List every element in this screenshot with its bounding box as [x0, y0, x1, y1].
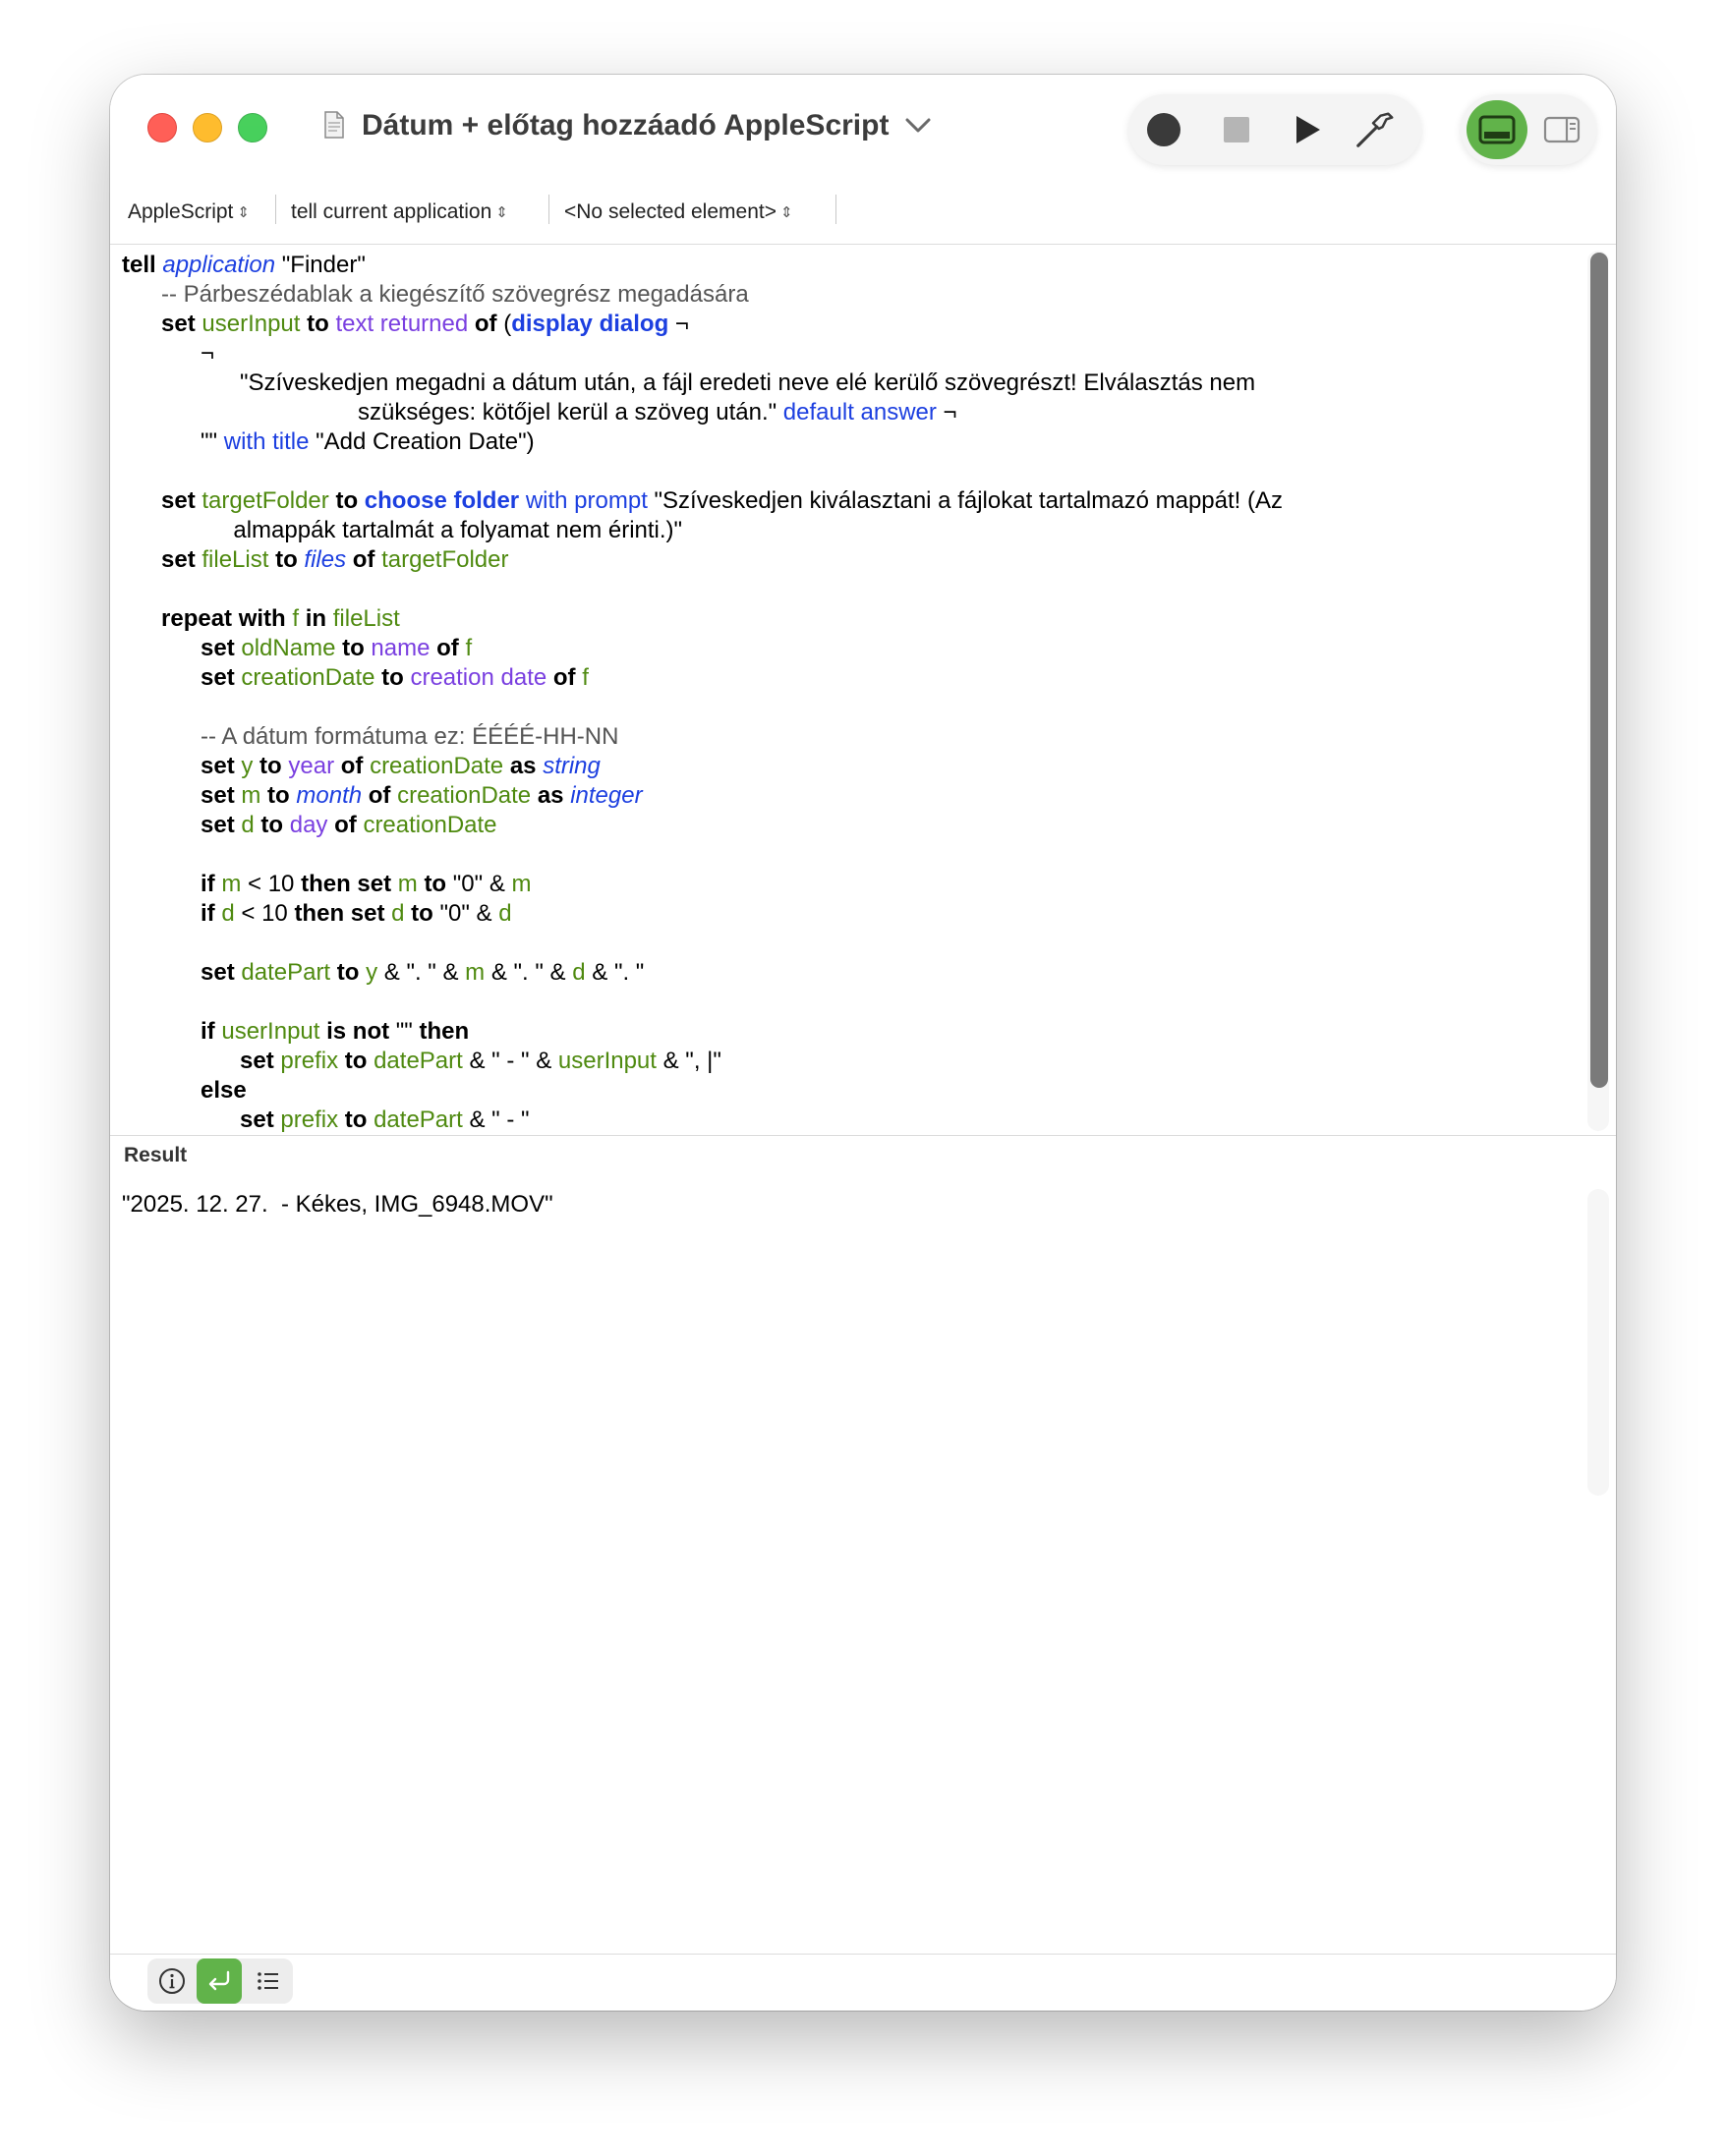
code-token: set [201, 959, 235, 986]
code-line[interactable] [122, 369, 1577, 398]
stop-button[interactable] [1215, 108, 1258, 151]
code-token: to [344, 1106, 368, 1133]
code-line[interactable] [122, 752, 1577, 781]
result-scrollbar-track[interactable] [1587, 1189, 1609, 1496]
code-token [122, 900, 201, 927]
code-token: "Add Creation Date") [309, 428, 535, 455]
code-token: name [371, 635, 431, 661]
run-icon [1292, 114, 1323, 145]
code-token: creation date [410, 664, 547, 691]
code-line[interactable] [122, 929, 1577, 958]
code-token [547, 664, 553, 691]
sidebar-panel-icon [1542, 114, 1582, 145]
code-token: ¬ [122, 340, 215, 367]
code-token [122, 1106, 240, 1133]
code-token: repeat with [161, 605, 286, 632]
compile-button[interactable] [1352, 108, 1396, 151]
bottom-panel-toggle[interactable] [1467, 100, 1527, 159]
record-icon [1146, 112, 1181, 147]
code-token: month [296, 782, 363, 809]
code-token: to [342, 635, 365, 661]
code-token: application [162, 252, 276, 278]
chevron-down-icon[interactable] [904, 116, 932, 136]
element-label: <No selected element> [564, 200, 777, 223]
code-token: creationDate [241, 664, 375, 691]
code-line[interactable] [122, 251, 1577, 280]
code-token: -- Párbeszédablak a kiegészítő szövegrész megadására [161, 281, 749, 308]
code-token [122, 1048, 240, 1074]
list-icon [254, 1966, 283, 1996]
code-token: m [397, 871, 418, 897]
code-token: to [275, 546, 298, 573]
code-token: if [201, 900, 215, 927]
code-token: set [161, 546, 196, 573]
code-line[interactable] [122, 1106, 1577, 1135]
code-token: integer [570, 782, 643, 809]
code-line[interactable] [122, 663, 1577, 693]
code-token: set [240, 1048, 274, 1074]
code-token: of [552, 664, 576, 691]
code-line[interactable] [122, 398, 1577, 427]
code-token: szükséges: kötőjel kerül a szöveg után." [122, 399, 783, 426]
code-line[interactable] [122, 516, 1577, 545]
code-token: display dialog [511, 311, 669, 337]
code-line[interactable] [122, 811, 1577, 840]
result-title: Result [124, 1144, 188, 1166]
script-editor[interactable] [110, 245, 1616, 1135]
minimize-button[interactable] [193, 113, 222, 142]
code-token: m [221, 871, 242, 897]
code-token: string [543, 753, 601, 779]
code-token: to [260, 812, 284, 838]
code-token: datePart [374, 1106, 463, 1133]
code-token: & ". " & [485, 959, 573, 986]
code-token: set [201, 782, 235, 809]
updown-chevron-icon: ⇕ [237, 204, 250, 221]
code-token [122, 546, 161, 573]
code-token: of [436, 635, 459, 661]
code-token: creationDate [370, 753, 504, 779]
code-token: < 10 [234, 900, 295, 927]
code-token: d [391, 900, 405, 927]
code-token [122, 635, 201, 661]
editor-scrollbar-thumb[interactable] [1590, 253, 1608, 1088]
code-line[interactable] [122, 604, 1577, 634]
code-line[interactable] [122, 457, 1577, 486]
code-token: text returned [335, 311, 469, 337]
code-token: then [419, 1018, 470, 1045]
code-token [391, 871, 398, 897]
code-line[interactable] [122, 781, 1577, 811]
code-token [362, 782, 369, 809]
code-line[interactable] [122, 575, 1577, 604]
code-token: prefix [280, 1106, 339, 1133]
code-token: f [465, 635, 473, 661]
code-token: else [201, 1077, 247, 1104]
code-token: y [366, 959, 378, 986]
code-token: "" [389, 1018, 420, 1045]
code-token: "Szíveskedjen kiválasztani a fájlokat tartalmazó mappát! (Az [647, 487, 1284, 514]
element-popup[interactable] [564, 195, 793, 230]
code-token: "Szíveskedjen megadni a dátum után, a fájl eredeti neve elé kerülő szövegrészt! Elválasztás nem [122, 369, 1256, 396]
code-token: y [241, 753, 254, 779]
nav-divider [275, 195, 276, 224]
code-token: m [465, 959, 486, 986]
language-popup[interactable] [128, 195, 250, 230]
code-token: targetFolder [381, 546, 509, 573]
code-token [326, 605, 333, 632]
close-button[interactable] [147, 113, 177, 142]
code-token [122, 753, 201, 779]
code-token: with prompt [525, 487, 648, 514]
code-token: then set [294, 900, 385, 927]
code-line[interactable] [122, 310, 1577, 339]
code-token: "Finder" [275, 252, 366, 278]
run-button[interactable] [1286, 108, 1329, 151]
code-token: to [344, 1048, 368, 1074]
code-token [122, 812, 201, 838]
code-token [122, 782, 201, 809]
stop-icon [1222, 115, 1251, 144]
nav-divider [835, 195, 836, 224]
code-token: to [259, 753, 282, 779]
code-token [122, 487, 161, 514]
code-line[interactable] [122, 545, 1577, 575]
code-token: is not [326, 1018, 390, 1045]
code-token: to [267, 782, 290, 809]
code-line[interactable] [122, 958, 1577, 988]
code-token: d [221, 900, 235, 927]
code-token [346, 546, 353, 573]
code-token [122, 1018, 201, 1045]
code-token: if [201, 871, 215, 897]
code-token: f [582, 664, 589, 691]
code-token: & " - " & [462, 1048, 558, 1074]
code-token: oldName [241, 635, 336, 661]
code-token: set [201, 753, 235, 779]
code-token: userInput [557, 1048, 657, 1074]
result-pane-button[interactable] [197, 1958, 242, 2004]
language-label: AppleScript [128, 200, 234, 223]
navigation-bar [110, 181, 1616, 245]
code-token: to [381, 664, 404, 691]
code-line[interactable] [122, 634, 1577, 663]
info-icon [157, 1966, 187, 1996]
hammer-icon [1352, 107, 1396, 152]
bottom-bar [110, 1954, 1616, 2011]
code-token: -- A dátum formátuma ez: ÉÉÉÉ-HH-NN [201, 723, 619, 750]
code-token: year [288, 753, 335, 779]
code-token [358, 487, 365, 514]
code-token: to [336, 959, 360, 986]
code-token [122, 871, 201, 897]
description-button[interactable] [149, 1958, 195, 2004]
code-line[interactable] [122, 693, 1577, 722]
code-token: to [411, 900, 433, 927]
code-line[interactable] [122, 1017, 1577, 1047]
code-token [283, 812, 290, 838]
code-token: datePart [374, 1048, 463, 1074]
code-token: set [161, 311, 196, 337]
code-token: with title [223, 428, 310, 455]
code-line[interactable] [122, 339, 1577, 369]
script-code[interactable] [122, 251, 1577, 1135]
code-token [122, 1077, 201, 1104]
code-token: ¬ [936, 399, 957, 426]
zoom-button[interactable] [238, 113, 267, 142]
code-token: d [572, 959, 586, 986]
code-token: d [241, 812, 255, 838]
code-token: f [292, 605, 300, 632]
nav-divider [548, 195, 549, 224]
window-title[interactable]: Dátum + előtag hozzáadó AppleScript [362, 109, 890, 142]
code-token: tell [122, 252, 156, 278]
code-line[interactable] [122, 486, 1577, 516]
record-button[interactable] [1142, 108, 1185, 151]
code-token: "0" & [446, 871, 512, 897]
code-token: & ". " [585, 959, 645, 986]
titlebar [110, 75, 1616, 181]
code-token: of [334, 812, 357, 838]
code-token: in [305, 605, 327, 632]
code-token: creationDate [397, 782, 532, 809]
code-token: to [335, 487, 359, 514]
code-line[interactable] [122, 988, 1577, 1017]
code-token [338, 1106, 345, 1133]
code-token [122, 281, 161, 308]
code-token: of [368, 782, 391, 809]
bottom-panel-icon [1477, 114, 1517, 145]
log-button[interactable] [246, 1958, 291, 2004]
code-token [468, 311, 475, 337]
code-token: & ". " & [377, 959, 466, 986]
code-line[interactable] [122, 1047, 1577, 1076]
code-token: of [352, 546, 375, 573]
code-token: as [509, 753, 537, 779]
code-token: choose folder [364, 487, 520, 514]
code-line[interactable] [122, 870, 1577, 899]
code-token: set [161, 487, 196, 514]
code-token: set [201, 664, 235, 691]
code-token [122, 723, 201, 750]
code-line[interactable] [122, 280, 1577, 310]
code-line[interactable] [122, 722, 1577, 752]
code-token: m [511, 871, 532, 897]
code-token: targetFolder [201, 487, 329, 514]
document-icon [324, 111, 344, 139]
code-token [531, 782, 538, 809]
code-token: userInput [221, 1018, 320, 1045]
code-token: almappák tartalmát a folyamat nem érinti.)" [122, 517, 683, 543]
script-controls [1128, 94, 1421, 165]
code-token: then set [301, 871, 392, 897]
result-header [110, 1135, 1616, 1182]
code-token: set [240, 1106, 274, 1133]
code-token: fileList [332, 605, 400, 632]
code-token: ( [496, 311, 512, 337]
code-token [330, 959, 337, 986]
view-toggle-group [1461, 94, 1596, 165]
code-token: default answer [782, 399, 937, 426]
code-token: as [537, 782, 564, 809]
code-token: ¬ [668, 311, 689, 337]
code-token: fileList [201, 546, 269, 573]
code-line[interactable] [122, 899, 1577, 929]
code-token: to [424, 871, 447, 897]
code-token: "0" & [432, 900, 499, 927]
code-token [122, 959, 201, 986]
code-token: of [340, 753, 364, 779]
code-token [519, 487, 526, 514]
code-token: set [201, 635, 235, 661]
return-arrow-icon [204, 1966, 234, 1996]
code-token: prefix [280, 1048, 339, 1074]
code-token: m [241, 782, 261, 809]
code-token [334, 753, 341, 779]
updown-chevron-icon: ⇕ [495, 204, 508, 221]
updown-chevron-icon: ⇕ [779, 204, 793, 221]
code-token: & " - " [462, 1106, 530, 1133]
code-token: set [201, 812, 235, 838]
code-token [338, 1048, 345, 1074]
code-token [299, 605, 306, 632]
code-token: of [474, 311, 497, 337]
code-token: & ", |" [656, 1048, 721, 1074]
code-token [122, 605, 161, 632]
script-editor-window [110, 75, 1616, 2011]
code-token: creationDate [363, 812, 497, 838]
code-token [122, 664, 201, 691]
target-label: tell current application [291, 200, 492, 223]
code-token: datePart [241, 959, 331, 986]
code-token: < 10 [241, 871, 302, 897]
code-token: "" [122, 428, 224, 455]
code-token [503, 753, 510, 779]
code-token: if [201, 1018, 215, 1045]
code-token: d [498, 900, 512, 927]
code-line[interactable] [122, 1076, 1577, 1106]
code-token: day [289, 812, 328, 838]
code-token: userInput [201, 311, 301, 337]
code-line[interactable] [122, 840, 1577, 870]
pane-selector [147, 1958, 293, 2004]
code-line[interactable] [122, 427, 1577, 457]
sidebar-panel-toggle[interactable] [1541, 110, 1582, 149]
code-token [122, 311, 161, 337]
target-popup[interactable] [291, 195, 508, 230]
code-token: files [304, 546, 347, 573]
result-pane[interactable] [110, 1181, 1616, 1466]
result-value: "2025. 12. 27. - Kékes, IMG_6948.MOV" [122, 1191, 553, 1218]
code-token: to [307, 311, 329, 337]
